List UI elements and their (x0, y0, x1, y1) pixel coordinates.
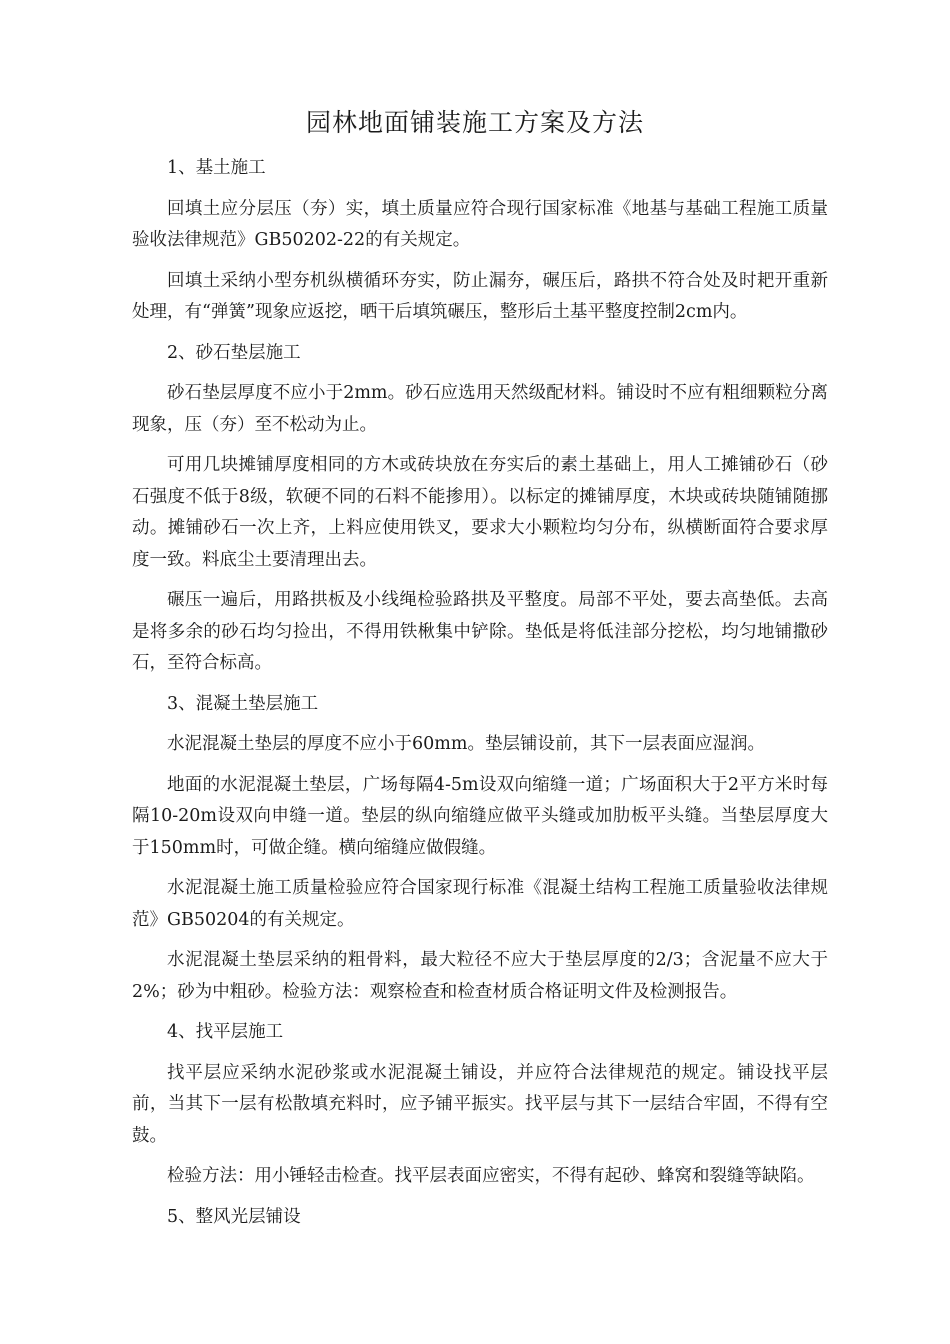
section-heading-1: 1、基土施工 (167, 158, 266, 178)
paragraph: 水泥混凝土施工质量检验应符合国家现行标准《混凝土结构工程施工质量验收法律规范》GB50204的有关规定。 (132, 878, 828, 930)
document-body (132, 153, 828, 1233)
paragraph: 回填土应分层压（夯）实，填土质量应符合现行国家标准《地基与基础工程施工质量验收法律规范》GB50202-22的有关规定。 (132, 198, 828, 250)
paragraph: 水泥混凝土垫层的厚度不应小于60mm。垫层铺设前，其下一层表面应湿润。 (167, 734, 765, 754)
paragraph: 检验方法：用小锤轻击检查。找平层表面应密实，不得有起砂、蜂窝和裂缝等缺陷。 (167, 1166, 815, 1186)
paragraph: 回填土采纳小型夯机纵横循环夯实，防止漏夯，碾压后，路拱不符合处及时耙开重新处理，有“弹簧”现象应返挖，晒干后填筑碾压，整形后土基平整度控制2cm内。 (132, 270, 828, 322)
paragraph: 可用几块摊铺厚度相同的方木或砖块放在夯实后的素土基础上，用人工摊铺砂石（砂石强度不低于8级，软硬不同的石料不能掺用）。以标定的摊铺厚度，木块或砖块随铺随挪动。摊铺砂石一次上齐，上料应使用铁叉，要求大小颗粒均匀分布，纵横断面符合要求厚度一致。料底尘土要清理出去。 (132, 455, 828, 570)
paragraph: 地面的水泥混凝土垫层，广场每隔4-5m设双向缩缝一道；广场面积大于2平方米时每隔10-20m设双向申缝一道。垫层的纵向缩缝应做平头缝或加肋板平头缝。当垫层厚度大于150mm时，可做企缝。横向缩缝应做假缝。 (132, 774, 828, 858)
document-title: 园林地面铺装施工方案及方法 (305, 108, 644, 137)
paragraph: 水泥混凝土垫层采纳的粗骨料，最大粒径不应大于垫层厚度的2/3；含泥量不应大于2%；砂为中粗砂。检验方法：观察检查和检查材质合格证明文件及检测报告。 (132, 950, 828, 1002)
section-heading-5: 5、整风光层铺设 (167, 1206, 301, 1227)
section-heading-3: 3、混凝土垫层施工 (167, 693, 319, 714)
section-heading-2: 2、砂石垫层施工 (167, 342, 301, 363)
paragraph: 碾压一遍后，用路拱板及小线绳检验路拱及平整度。局部不平处，要去高垫低。去高是将多余的砂石均匀捡出，不得用铁楸集中铲除。垫低是将低洼部分挖松，均匀地铺撒砂石，至符合标高。 (132, 590, 828, 673)
paragraph: 找平层应采纳水泥砂浆或水泥混凝土铺设，并应符合法律规范的规定。铺设找平层前，当其下一层有松散填充料时，应予铺平振实。找平层与其下一层结合牢固，不得有空鼓。 (132, 1062, 828, 1146)
section-heading-4: 4、找平层施工 (167, 1022, 284, 1042)
paragraph: 砂石垫层厚度不应小于2mm。砂石应选用天然级配材料。铺设时不应有粗细颗粒分离现象，压（夯）至不松动为止。 (132, 383, 828, 435)
